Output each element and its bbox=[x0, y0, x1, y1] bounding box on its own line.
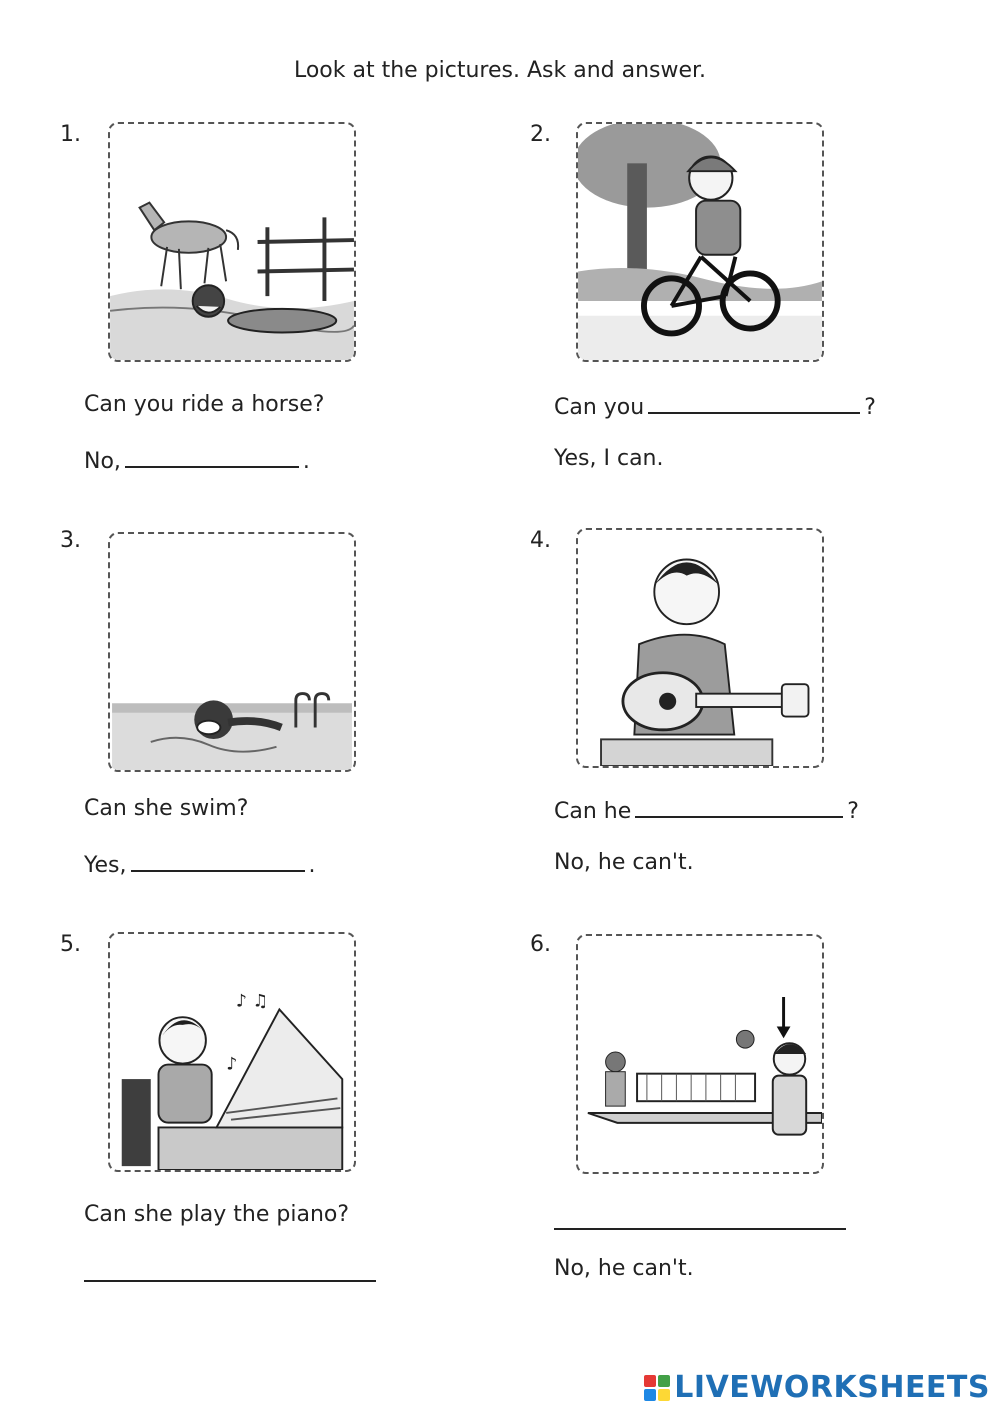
item-1-answer-blank[interactable] bbox=[125, 446, 299, 468]
svg-text:♪: ♪ bbox=[226, 1054, 238, 1075]
item-4-answer: No, he can't. bbox=[554, 850, 694, 875]
item-4-question-blank[interactable] bbox=[635, 796, 843, 818]
item-4-question-prefix: Can he bbox=[554, 799, 632, 824]
item-6-number: 6. bbox=[530, 932, 551, 957]
item-1-number: 1. bbox=[60, 122, 81, 147]
guitar-illustration bbox=[578, 530, 822, 766]
swimming-illustration bbox=[110, 534, 354, 770]
tennis-illustration bbox=[578, 936, 822, 1172]
item-4-picture bbox=[576, 528, 824, 768]
item-1-question: Can you ride a horse? bbox=[84, 392, 325, 417]
liveworksheets-logo bbox=[644, 1370, 990, 1405]
item-2-question bbox=[554, 392, 876, 420]
item-3-answer-prefix: Yes, bbox=[84, 853, 127, 878]
item-4-question-suffix: ? bbox=[847, 799, 859, 824]
item-3-answer-suffix: . bbox=[308, 853, 316, 878]
item-3-question: Can she swim? bbox=[84, 796, 249, 821]
item-1-answer bbox=[84, 446, 310, 474]
piano-illustration bbox=[110, 934, 354, 1170]
item-2-question-prefix: Can you bbox=[554, 395, 645, 420]
item-2-number: 2. bbox=[530, 122, 551, 147]
item-4-number: 4. bbox=[530, 528, 551, 553]
item-5-answer-blank[interactable] bbox=[84, 1278, 376, 1282]
item-2-question-blank[interactable] bbox=[648, 392, 860, 414]
item-3-answer-blank[interactable] bbox=[131, 850, 305, 872]
worksheet-instruction: Look at the pictures. Ask and answer. bbox=[293, 58, 707, 83]
svg-text:♪ ♫: ♪ ♫ bbox=[235, 991, 269, 1012]
item-2-picture bbox=[576, 122, 824, 362]
item-6-answer: No, he can't. bbox=[554, 1256, 694, 1281]
bicycle-illustration bbox=[578, 124, 822, 360]
item-1-picture bbox=[108, 122, 356, 362]
item-1-answer-prefix: No, bbox=[84, 449, 121, 474]
item-1-answer-suffix: . bbox=[302, 449, 310, 474]
item-5-picture bbox=[108, 932, 356, 1172]
liveworksheets-logo-icon bbox=[644, 1375, 670, 1401]
item-6-picture bbox=[576, 934, 824, 1174]
liveworksheets-brand: LIVEWORKSHEETS bbox=[674, 1370, 990, 1405]
item-4-question bbox=[554, 796, 859, 824]
horse-fall-illustration bbox=[110, 124, 354, 360]
item-6-question-blank[interactable] bbox=[554, 1226, 846, 1230]
item-3-picture bbox=[108, 532, 356, 772]
item-3-number: 3. bbox=[60, 528, 81, 553]
item-2-answer: Yes, I can. bbox=[554, 446, 664, 471]
item-5-number: 5. bbox=[60, 932, 81, 957]
item-3-answer bbox=[84, 850, 316, 878]
item-2-question-suffix: ? bbox=[864, 395, 876, 420]
item-5-question: Can she play the piano? bbox=[84, 1202, 350, 1227]
